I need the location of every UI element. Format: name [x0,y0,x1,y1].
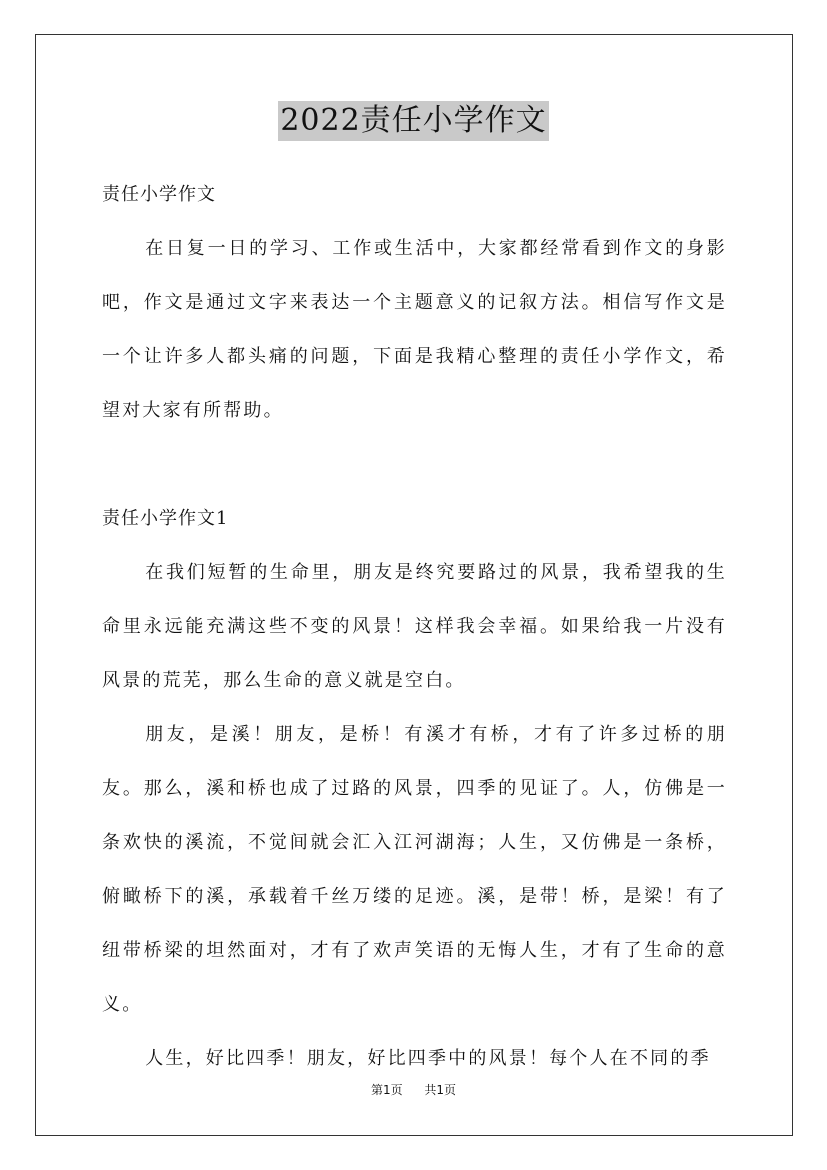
document-body [102,168,727,1086]
intro-paragraph: 在日复一日的学习、工作或生活中，大家都经常看到作文的身影吧，作文是通过文字来表达一个主题意义的记叙方法。相信写作文是一个让许多人都头痛的问题，下面是我精心整理的责任小学作文，希望对大家有所帮助。 [102,238,727,421]
section1-paragraph-3: 人生，好比四季！朋友，好比四季中的风景！每个人在不同的季 [145,1048,711,1069]
section1-paragraph-1: 在我们短暂的生命里，朋友是终究要路过的风景，我希望我的生命里永远能充满这些不变的风景！这样我会幸福。如果给我一片没有风景的荒芜，那么生命的意义就是空白。 [102,562,727,691]
page-footer [0,1082,827,1098]
page-total: 共1页 [424,1083,456,1097]
page-number: 第1页 [371,1083,403,1097]
intro-heading: 责任小学作文 [102,184,216,205]
section1-paragraph-2: 朋友，是溪！朋友，是桥！有溪才有桥，才有了许多过桥的朋友。那么，溪和桥也成了过路的风景，四季的见证了。人，仿佛是一条欢快的溪流，不觉间就会汇入江河湖海；人生，又仿佛是一条桥，俯瞰桥下的溪，承载着千丝万缕的足迹。溪，是带！桥，是梁！有了纽带桥梁的坦然面对，才有了欢声笑语的无悔人生，才有了生命的意义。 [102,724,727,1015]
section1-heading: 责任小学作文1 [102,508,229,529]
document-title: 2022责任小学作文 [278,101,548,141]
section-spacer [102,438,727,492]
document-title-wrapper [0,101,827,141]
